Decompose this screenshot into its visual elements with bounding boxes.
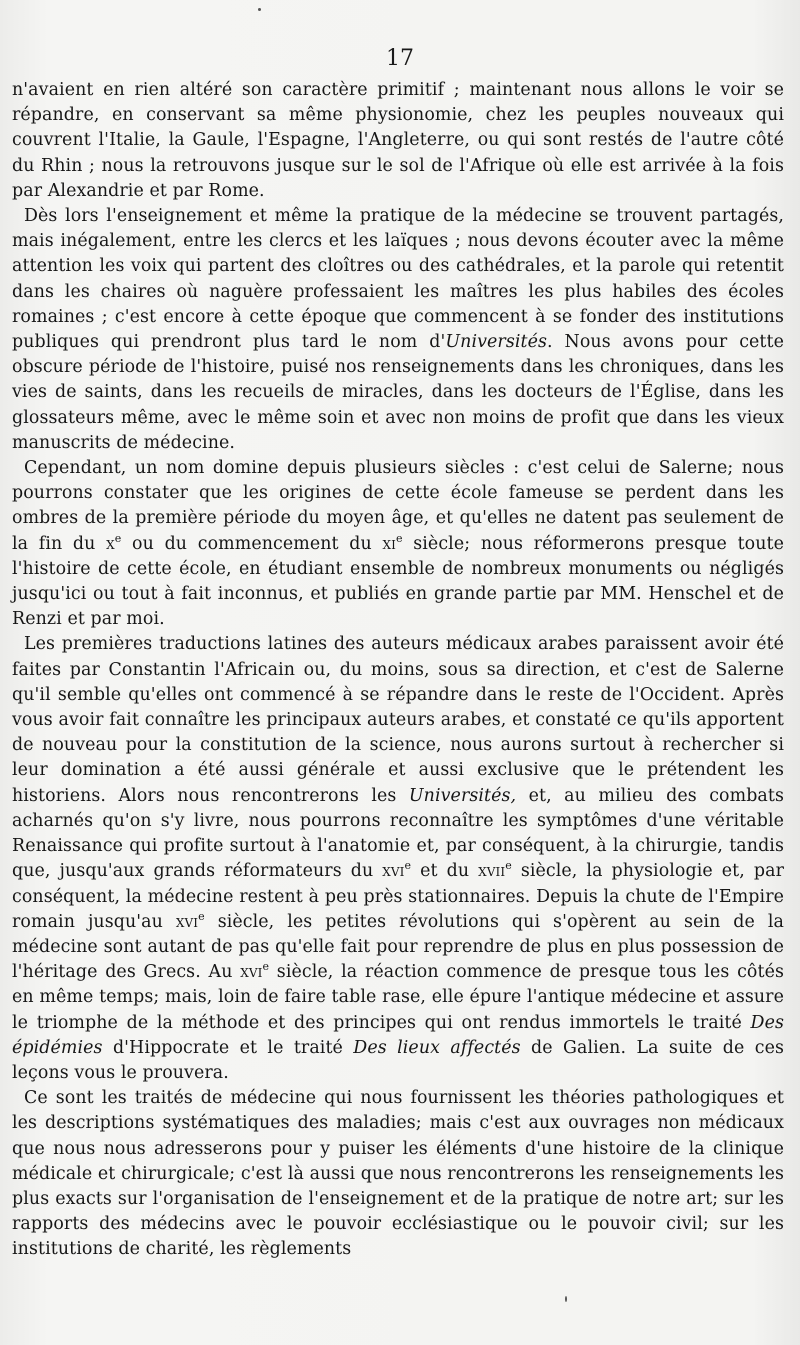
paragraph [12,78,784,204]
text-run: Cependant, un nom domine depuis plusieurs siècles : c'est celui de Salerne; nous pourrons constater que les origines de cette école fameuse se perdent dans les ombres de la première période du moyen âge, et qu'elles ne datent pas seulement de la fin du [12,458,784,554]
text-run: ou du commencement du [121,533,383,554]
text-run: siècle, la réaction commence de presque tous les côtés en même temps; mais, loin de faire table rase, elle épure l'antique médecine et assure le triomphe de la méthode et des principes qui ont rendus immortels le traité [12,962,785,1033]
styled-text: e [114,531,122,545]
text-run: Ce sont les traités de médecine qui nous fournissent les théories pathologiques et les descriptions systématiques des maladies; mais c'est aux ouvrages non médicaux que nous nous adresserons pour y puiser les éléments d'une histoire de la clinique médicale et chirurgicale; c'est là aussi que nous rencontrerons les renseignements les plus exacts sur l'organisation de l'enseignement et de la pratique de notre art; sur les rapports des médecins avec le pouvoir ecclésiastique ou le pouvoir civil; sur les institutions de charité, les règlements [12,1088,784,1260]
styled-text: x [106,533,115,554]
styled-text: e [262,960,270,974]
styled-text: xvi [175,911,199,932]
styled-text: e [395,531,403,545]
italic-text: Universités, [408,785,517,806]
text-run: et, au milieu des combats acharnés qu'on s'y livre, nous pourrons reconnaître les symptômes d'une véritable Renaissance qui profite surtout à l'anatomie et, par conséquent, à la chirurgie, tandis que, jusqu'aux grands réformateurs du [12,785,785,882]
text-run: siècle; nous réformerons presque toute l'histoire de cette école, en étudiant ensemble de nombreux monuments ou négligés jusqu'ici ou tout à fait inconnus, et publiés en grande partie par MM. Henschel et de Renzi et par moi. [12,533,785,630]
italic-text: Des lieux affectés [353,1037,521,1058]
text-run: . Nous avons pour cette obscure période de l'histoire, puisé nos renseignements dans les chroniques, dans les vies de saints, dans les recueils de miracles, dans les docteurs de l'Église, dans les glossateurs même, avec le même soin et avec non moins de profit que dans les vieux manuscrits de médecine. [12,332,784,453]
ink-speck [565,1296,567,1302]
styled-text: e [505,859,512,873]
text-run: n'avaient en rien altéré son caractère primitif ; maintenant nous allons le voir se répandre, en conservant sa même physionomie, chez les peuples nouveaux qui couvrent l'Italie, la Gaule, l'Espagne, l'Angleterre, ou qui sont restés de l'autre côté du Rhin ; nous la retrouvons jusque sur le sol de l'Afrique où elle est arrivée à la fois par Alexandrie et par Rome. [12,80,784,201]
ink-speck [258,8,261,11]
text-run: d'Hippocrate et le traité [102,1037,354,1058]
text-run: Les premières traductions latines des auteurs médicaux arabes paraissent avoir été faites par Constantin l'Africain ou, du moins, sous sa direction, et c'est de Salerne qu'il semble qu'elles ont commencé à se répandre dans le reste de l'Occident. Après vous avoir fait connaître les principaux auteurs arabes, et constaté ce qu'ils apportent de nouveau pour la constitution de la science, nous aurons surtout à rechercher si leur domination a été aussi générale et aussi exclusive que le prétendent les historiens. Alors nous rencontrerons les [12,634,784,806]
page-number: 17 [386,46,414,71]
styled-text: e [198,909,205,923]
text-run: siècle, la physiologie et, par conséquent, la médecine restent à peu près stationnaires. Depuis la chute de l'Empire romain jusqu'au [12,861,785,932]
text-run: Dès lors l'enseignement et même la pratique de la médecine se trouvent partagés, mais inégalement, entre les clercs et les laïques ; nous devons écouter avec la même attention les voix qui partent des cloîtres ou des cathédrales, et la parole qui retentit dans les chaires où naguère professaient les maîtres les plus habiles des écoles romaines ; c'est encore à cette époque que commencent à se fonder des institutions publiques qui prendront plus tard le nom d' [12,206,784,353]
text-run: siècle, les petites révolutions qui s'opèrent au sein de la médecine sont autant de pas qu'elle fait pour reprendre de plus en plus possession de l'héritage des Grecs. Au [12,911,784,983]
paragraph [12,632,784,1086]
paragraph [12,456,784,632]
italic-text: Des épidémies [12,1012,784,1058]
styled-text: e [404,859,412,873]
text-run: et du [411,861,479,882]
text-run: de Galien. La suite de ces leçons vous le prouvera. [12,1037,784,1083]
italic-text: Universités [445,332,548,353]
styled-text: xvi [240,962,263,983]
paragraph [12,204,784,456]
styled-text: xvi [382,861,405,882]
body-text [12,78,784,1263]
styled-text: xvii [478,861,506,882]
styled-text: xi [382,533,396,554]
paragraph [12,1086,784,1262]
